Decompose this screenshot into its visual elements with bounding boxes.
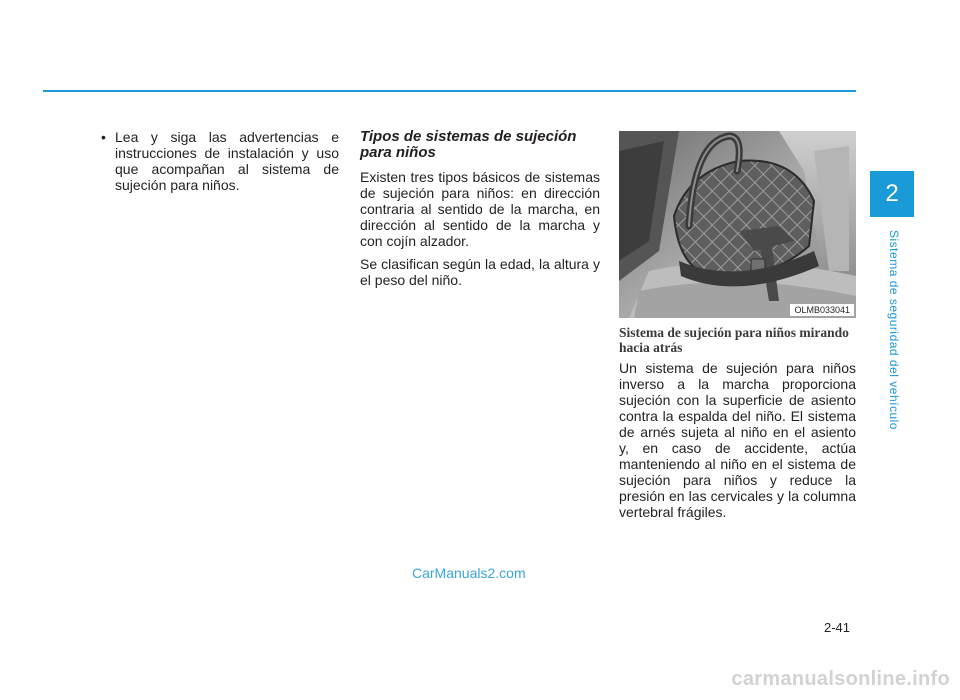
column-left xyxy=(99,129,339,193)
bullet-text: Lea y siga las advertencias e instrucciones de instalación y uso que acompañan al sistema de sujeción para niños. xyxy=(115,129,339,193)
chapter-number-tab: 2 xyxy=(870,171,914,217)
watermark-link[interactable]: CarManuals2.com xyxy=(412,565,526,581)
child-seat-photo xyxy=(619,131,856,318)
rear-facing-child-seat-illustration xyxy=(619,131,856,318)
section-heading: Tipos de sistemas de sujeción para niños xyxy=(360,128,577,161)
page-number: 2-41 xyxy=(824,620,851,635)
subsection-heading: Sistema de sujeción para niños mirando hacia atrás xyxy=(619,325,849,355)
column-middle xyxy=(360,129,600,288)
paragraph: Un sistema de sujeción para niños inverso a la marcha proporciona sujeción con la superficie de asiento contra la espalda del niño. El sistema de arnés sujeta al niño en el asiento y, en caso de accidente, actúa manteniendo al niño en el sistema de sujeción para niños y reduce la presión en las cervicales y la columna vertebral frágiles. xyxy=(619,360,856,520)
column-right xyxy=(619,131,856,520)
bullet-item xyxy=(99,129,339,193)
chapter-title: Sistema de seguridad del vehículo xyxy=(887,230,901,430)
paragraph: Se clasifican según la edad, la altura y el peso del niño. xyxy=(360,256,600,288)
header-rule xyxy=(43,90,856,92)
footer-watermark: carmanualsonline.info xyxy=(731,668,950,690)
bullet-icon: • xyxy=(101,129,106,145)
figure-code: OLMB033041 xyxy=(790,304,854,316)
paragraph: Existen tres tipos básicos de sistemas de sujeción para niños: en dirección contraria al sentido de la marcha, en dirección al sentido de la marcha y con cojín alzador. xyxy=(360,169,600,249)
